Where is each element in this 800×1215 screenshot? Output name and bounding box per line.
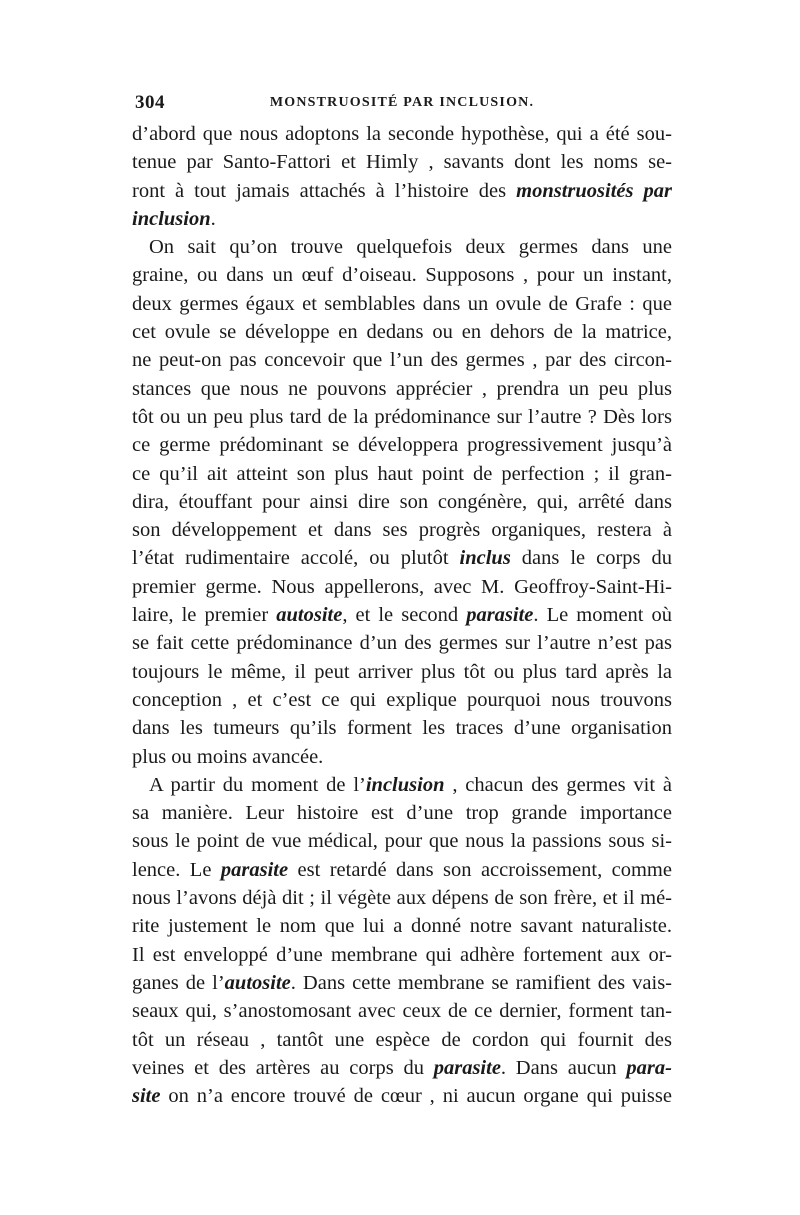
text-run: A partir du moment de l’	[149, 773, 366, 796]
text-run: l’état rudimentaire accolé, ou plutôt	[132, 547, 460, 570]
text-line	[132, 290, 672, 318]
text-line	[132, 148, 672, 176]
italic-term: inclusion	[132, 207, 211, 230]
text-run: dira, étouffant pour ainsi dire son congénère, qui, arrêté dans	[132, 490, 672, 513]
text-run: premier germe. Nous appellerons, avec M. Geoffroy-Saint-Hi-	[132, 575, 672, 598]
text-line	[132, 1082, 672, 1110]
text-run: tôt ou un peu plus tard de la prédominance sur l’autre ? Dès lors	[132, 405, 672, 428]
page-number: 304	[135, 92, 165, 113]
text-run: ce germe prédominant se développera progressivement jusqu’à	[132, 434, 672, 457]
text-run: nous l’avons déjà dit ; il végète aux dépens de son frère, et il mé-	[132, 887, 672, 910]
text-line	[132, 403, 672, 431]
text-run: . Dans aucun	[500, 1056, 627, 1079]
text-line	[132, 969, 672, 997]
text-run: deux germes égaux et semblables dans un ovule de Grafe : que	[132, 292, 672, 315]
text-run: sous le point de vue médical, pour que nous la passions sous si-	[132, 830, 672, 853]
text-line	[132, 771, 672, 799]
text-line	[132, 460, 672, 488]
text-run: , et le second	[342, 604, 467, 627]
text-run: se fait cette prédominance d’un des germes sur l’autre n’est pas	[132, 632, 672, 655]
text-line	[132, 941, 672, 969]
italic-term: monstruosités par	[516, 179, 672, 202]
text-line	[132, 375, 672, 403]
running-header	[132, 90, 672, 116]
italic-term: para-	[626, 1056, 672, 1079]
text-run: lence. Le	[132, 858, 221, 881]
text-line	[132, 997, 672, 1025]
text-run: tôt un réseau , tantôt une espèce de cordon qui fournit des	[132, 1028, 672, 1051]
text-line	[132, 205, 672, 233]
text-line	[132, 658, 672, 686]
italic-term: parasite	[466, 604, 534, 627]
italic-term: autosite	[224, 971, 291, 994]
text-run: on n’a encore trouvé de cœur , ni aucun organe qui puisse	[160, 1085, 672, 1108]
text-line	[132, 799, 672, 827]
text-run: veines et des artères au corps du	[132, 1056, 434, 1079]
text-run: ganes de l’	[132, 971, 225, 994]
text-line	[132, 912, 672, 940]
text-run: est retardé dans son accroissement, comme	[288, 858, 672, 881]
text-run: dans le corps du	[510, 547, 672, 570]
text-run: laire, le premier	[132, 604, 277, 627]
italic-term: parasite	[433, 1056, 501, 1079]
italic-term: inclusion	[365, 773, 445, 796]
italic-term: inclus	[459, 547, 511, 570]
text-run: On sait qu’on trouve quelquefois deux germes dans une	[149, 236, 672, 259]
text-run: ce qu’il ait atteint son plus haut point de perfection ; il gran-	[132, 462, 672, 485]
text-line	[132, 516, 672, 544]
text-run: dans les tumeurs qu’ils forment les traces d’une organisation	[132, 717, 672, 740]
text-run: toujours le même, il peut arriver plus tôt ou plus tard après la	[132, 660, 672, 683]
text-line	[132, 318, 672, 346]
text-run: sa manière. Leur histoire est d’une trop grande importance	[132, 802, 672, 825]
text-run: rite justement le nom que lui a donné notre savant naturaliste.	[132, 915, 672, 938]
text-line	[132, 743, 672, 771]
text-run: seaux qui, s’anostomosant avec ceux de ce dernier, forment tan-	[132, 1000, 672, 1023]
text-line	[132, 856, 672, 884]
text-line	[132, 431, 672, 459]
text-line	[132, 601, 672, 629]
text-run: Il est enveloppé d’une membrane qui adhère fortement aux or-	[132, 943, 672, 966]
text-line	[132, 120, 672, 148]
italic-term: site	[132, 1085, 161, 1108]
text-run: ne peut-on pas concevoir que l’un des germes , par des circon-	[132, 349, 672, 372]
text-run: . Le moment où	[533, 604, 672, 627]
text-line	[132, 346, 672, 374]
text-line	[132, 233, 672, 261]
italic-term: autosite	[276, 604, 343, 627]
text-run: son développement et dans ses progrès organiques, restera à	[132, 519, 672, 542]
text-run: graine, ou dans un œuf d’oiseau. Supposons , pour un instant,	[132, 264, 672, 287]
text-line	[132, 573, 672, 601]
text-run: cet ovule se développe en dedans ou en dehors de la matrice,	[132, 321, 672, 344]
text-line	[132, 686, 672, 714]
text-run: ront à tout jamais attachés à l’histoire des	[132, 179, 517, 202]
text-line	[132, 1054, 672, 1082]
text-run: plus ou moins avancée.	[132, 745, 324, 768]
text-run: , chacun des germes vit à	[444, 773, 672, 796]
text-run: tenue par Santo-Fattori et Himly , savants dont les noms se-	[132, 151, 672, 174]
text-line	[132, 714, 672, 742]
text-run: stances que nous ne pouvons apprécier , prendra un peu plus	[132, 377, 672, 400]
text-line	[132, 488, 672, 516]
text-line	[132, 629, 672, 657]
text-run: . Dans cette membrane se ramifient des vais-	[290, 971, 672, 994]
body-text	[132, 120, 672, 1110]
running-title: MONSTRUOSITÉ PAR INCLUSION.	[269, 95, 535, 110]
text-run: .	[210, 207, 216, 230]
text-run: conception , et c’est ce qui explique pourquoi nous trouvons	[132, 688, 672, 711]
text-line	[132, 1026, 672, 1054]
text-line	[132, 544, 672, 572]
text-line	[132, 177, 672, 205]
text-run: d’abord que nous adoptons la seconde hypothèse, qui a été sou-	[132, 123, 672, 145]
book-page	[132, 90, 672, 1110]
text-line	[132, 884, 672, 912]
italic-term: parasite	[220, 858, 289, 881]
text-line	[132, 261, 672, 289]
text-line	[132, 827, 672, 855]
